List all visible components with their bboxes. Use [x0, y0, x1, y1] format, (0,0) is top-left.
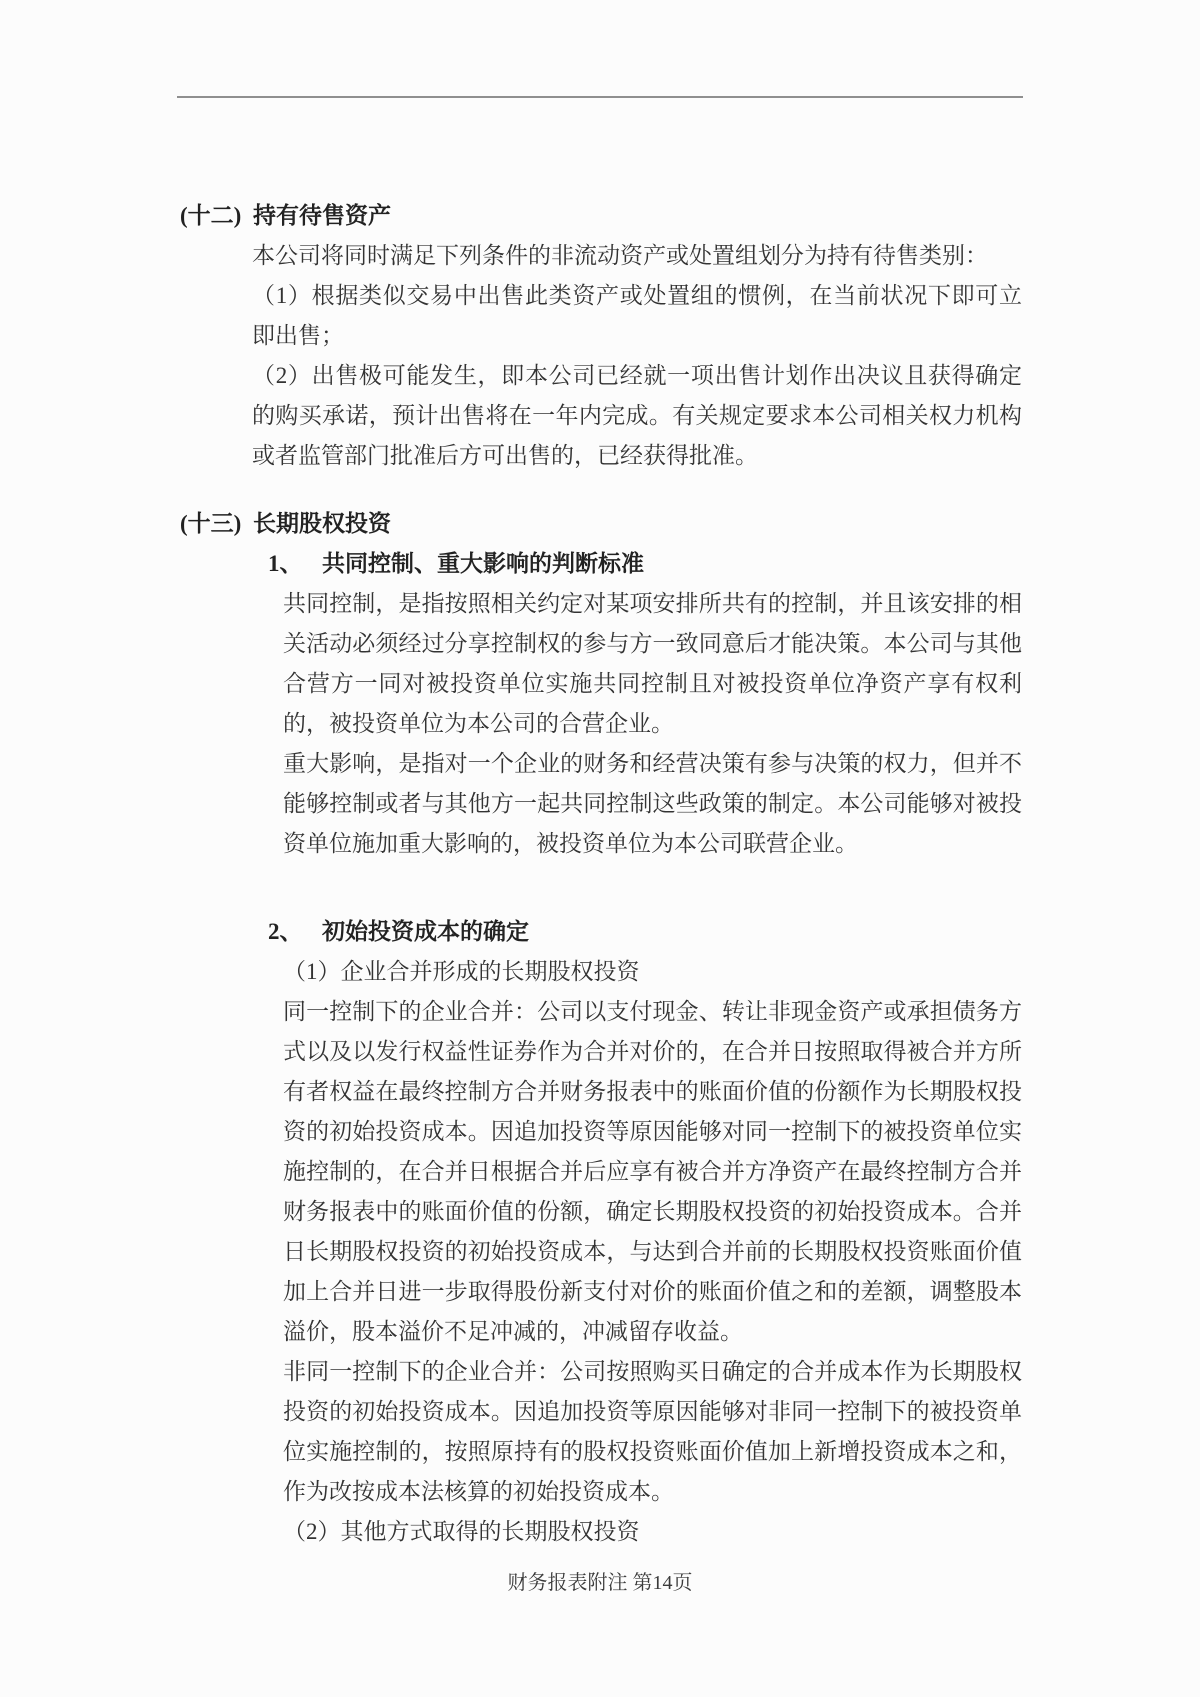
section-held-for-sale-assets [0, 196, 1200, 476]
section-heading [0, 504, 1200, 544]
section-long-term-equity-investment [0, 504, 1200, 1552]
section-title: 长期股权投资 [253, 511, 391, 536]
footer-text: 财务报表附注 第14页 [507, 1572, 693, 1594]
section-number-label: (十二) [180, 203, 242, 228]
section-title: 持有待售资产 [253, 203, 391, 228]
paragraph: 非同一控制下的企业合并：公司按照购买日确定的合并成本作为长期股权投资的初始投资成本。因追加投资等原因能够对非同一控制下的被投资单位实施控制的，按照原持有的股权投资账面价值加上新增投资成本之和，作为改按成本法核算的初始投资成本。 [283, 1359, 1022, 1504]
paragraph: 重大影响，是指对一个企业的财务和经营决策有参与决策的权力，但并不能够控制或者与其他方一起共同控制这些政策的制定。本公司能够对被投资单位施加重大影响的，被投资单位为本公司联营企业。 [283, 751, 1022, 856]
subsection-heading [0, 912, 1200, 952]
subsection-initial-investment-cost [0, 912, 1200, 1552]
section-heading [0, 196, 1200, 236]
subsection-title: 共同控制、重大影响的判断标准 [322, 551, 644, 576]
subsection-heading [0, 544, 1200, 584]
paragraph: 共同控制，是指按照相关约定对某项安排所共有的控制，并且该安排的相关活动必须经过分享控制权的参与方一致同意后才能决策。本公司与其他合营方一同对被投资单位实施共同控制且对被投资单位净资产享有权利的，被投资单位为本公司的合营企业。 [283, 591, 1022, 736]
subsection-number-label: 2、 [268, 919, 303, 944]
subsection-number-label: 1、 [268, 551, 303, 576]
paragraph: （2）出售极可能发生，即本公司已经就一项出售计划作出决议且获得确定的购买承诺，预计出售将在一年内完成。有关规定要求本公司相关权力机构或者监管部门批准后方可出售的，已经获得批准。 [252, 363, 1022, 468]
subsection-joint-control-criteria [0, 544, 1200, 864]
header-rule [177, 96, 1023, 98]
subsection-title: 初始投资成本的确定 [322, 919, 529, 944]
document-content [0, 196, 1200, 1552]
page-footer [0, 1568, 1200, 1598]
paragraph: （1）企业合并形成的长期股权投资 [283, 959, 640, 984]
paragraph: （2）其他方式取得的长期股权投资 [283, 1519, 640, 1544]
paragraph: 同一控制下的企业合并：公司以支付现金、转让非现金资产或承担债务方式以及以发行权益性证券作为合并对价的，在合并日按照取得被合并方所有者权益在最终控制方合并财务报表中的账面价值的份额作为长期股权投资的初始投资成本。因追加投资等原因能够对同一控制下的被投资单位实施控制的，在合并日根据合并后应享有被合并方净资产在最终控制方合并财务报表中的账面价值的份额，确定长期股权投资的初始投资成本。合并日长期股权投资的初始投资成本，与达到合并前的长期股权投资账面价值加上合并日进一步取得股份新支付对价的账面价值之和的差额，调整股本溢价，股本溢价不足冲减的，冲减留存收益。 [283, 999, 1022, 1344]
paragraph: （1）根据类似交易中出售此类资产或处置组的惯例，在当前状况下即可立即出售； [252, 283, 1022, 348]
paragraph: 本公司将同时满足下列条件的非流动资产或处置组划分为持有待售类别： [252, 243, 988, 268]
section-body [0, 236, 1200, 476]
section-number-label: (十三) [180, 511, 242, 536]
